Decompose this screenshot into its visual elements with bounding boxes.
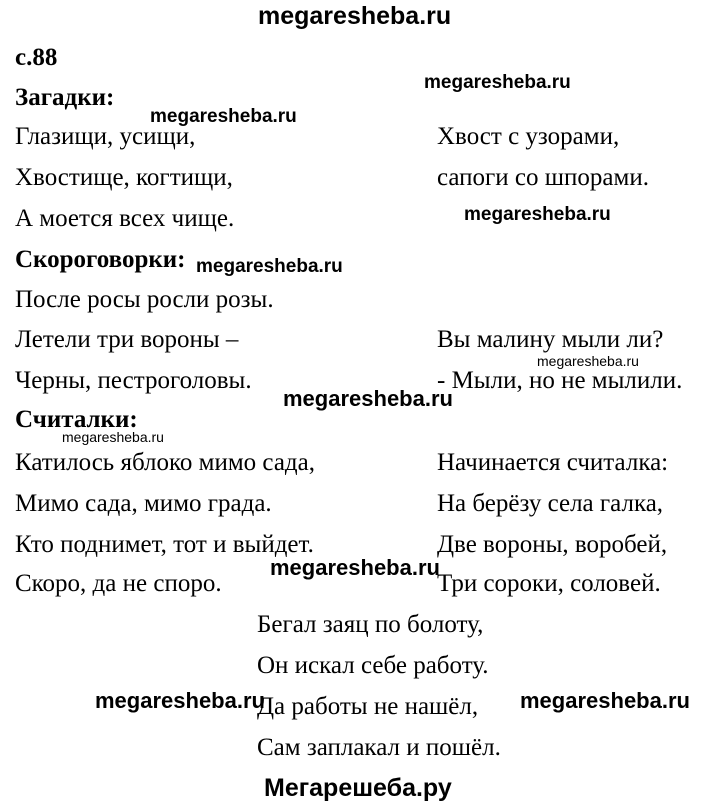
watermark: megaresheba.ru xyxy=(520,688,690,713)
twister-right-line-2: - Мыли, но не мылили. xyxy=(437,367,683,394)
counting-left-line-4: Скоро, да не споро. xyxy=(15,570,222,597)
counting-center-line-4: Сам заплакал и пошёл. xyxy=(257,734,501,761)
watermark: megaresheba.ru xyxy=(424,72,571,93)
riddle-right-line-2: сапоги со шпорами. xyxy=(437,164,649,191)
watermark: megaresheba.ru xyxy=(196,256,343,277)
watermark: megaresheba.ru xyxy=(537,353,639,369)
site-header: megaresheba.ru xyxy=(258,2,452,30)
counting-left-line-3: Кто поднимет, тот и выйдет. xyxy=(15,531,314,558)
counting-center-line-1: Бегал заяц по болоту, xyxy=(257,611,484,638)
watermark: megaresheba.ru xyxy=(270,555,440,580)
twister-line-1: После росы росли розы. xyxy=(15,286,274,313)
counting-right-line-3: Две вороны, воробей, xyxy=(437,531,668,558)
riddle-left-line-1: Глазищи, усищи, xyxy=(15,123,196,150)
watermark: megaresheba.ru xyxy=(62,429,164,445)
twister-left-line-1: Летели три вороны – xyxy=(15,326,239,353)
riddle-left-line-2: Хвостище, когтищи, xyxy=(15,164,233,191)
counting-left-line-1: Катилось яблоко мимо сада, xyxy=(15,449,315,476)
watermark: megaresheba.ru xyxy=(95,688,265,713)
page-number: с.88 xyxy=(15,44,58,71)
riddle-right-line-1: Хвост с узорами, xyxy=(437,123,620,150)
watermark: megaresheba.ru xyxy=(464,204,611,225)
watermark: megaresheba.ru xyxy=(150,106,297,127)
counting-right-line-1: Начинается считалка: xyxy=(437,449,669,476)
counting-rhymes-heading: Считалки: xyxy=(15,406,138,433)
twister-right-line-1: Вы малину мыли ли? xyxy=(437,326,664,353)
twister-left-line-2: Черны, пестроголовы. xyxy=(15,367,252,394)
counting-right-line-4: Три сороки, соловей. xyxy=(437,570,661,597)
counting-center-line-2: Он искал себе работу. xyxy=(257,652,489,679)
site-footer: Мегарешеба.ру xyxy=(264,774,452,802)
counting-center-line-3: Да работы не нашёл, xyxy=(257,693,479,720)
counting-right-line-2: На берёзу села галка, xyxy=(437,490,664,517)
riddles-heading: Загадки: xyxy=(15,84,115,111)
riddle-left-line-3: А моется всех чище. xyxy=(15,205,235,232)
counting-left-line-2: Мимо сада, мимо града. xyxy=(15,490,272,517)
watermark: megaresheba.ru xyxy=(283,386,453,411)
tongue-twisters-heading: Скороговорки: xyxy=(15,246,186,273)
